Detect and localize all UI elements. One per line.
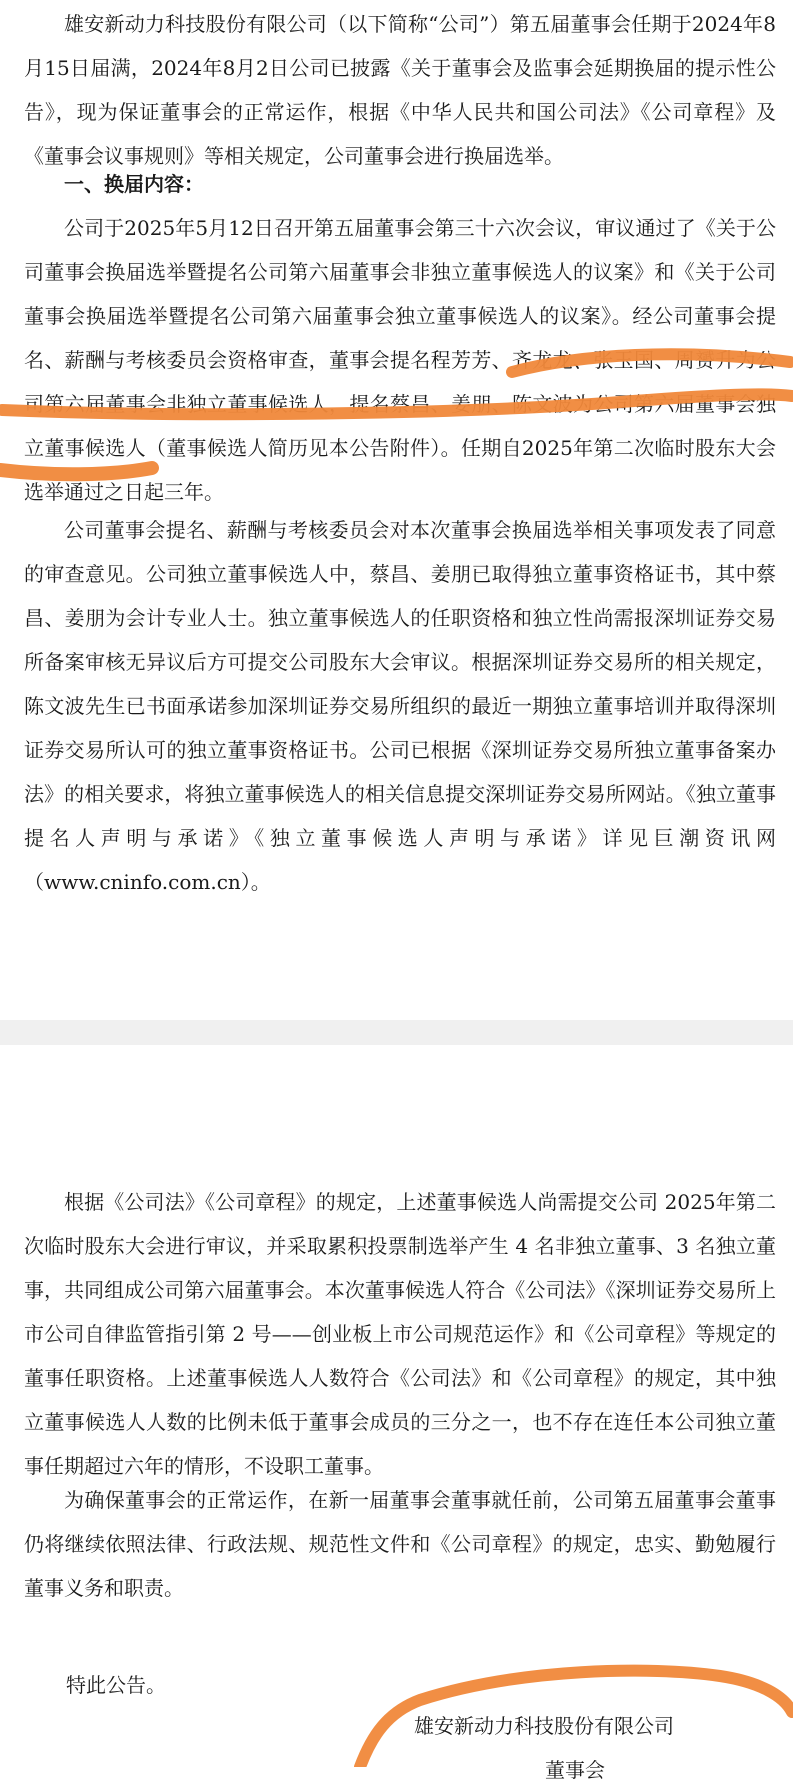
closing-text: 特此公告。 xyxy=(66,1673,166,1697)
continuity-paragraph: 为确保董事会的正常运作，在新一届董事会董事就任前，公司第五届董事会董事仍将继续依照法律、行政法规、规范性文件和《公司章程》的规定，忠实、勤勉履行董事义务和职责。 xyxy=(24,1488,776,1600)
content-paragraph: 公司于2025年5月12日召开第五届董事会第三十六次会议，审议通过了《关于公司董事会换届选举暨提名公司第六届董事会非独立董事候选人的议案》和《关于公司董事会换届选举暨提名公司第六届董事会独立董事候选人的议案》。经公司董事会提名、薪酬与考核委员会资格审查，董事会提名程芳芳、齐龙龙、张玉国、周赟升为公司第六届董事会非独立董事候选人，提名蔡昌、姜朋、陈文波为公司第六届董事会独立董事候选人（董事候选人简历见本公告附件）。任期自2025年第二次临时股东大会选举通过之日起三年。 xyxy=(24,216,776,504)
law-paragraph: 根据《公司法》《公司章程》的规定，上述董事候选人尚需提交公司 2025年第二次临时股东大会进行审议，并采取累积投票制选举产生 4 名非独立董事、3 名独立董事，共同组成公司第六届董事会。本次董事候选人符合《公司法》《深圳证券交易所上市公司自律监管指引第 2 号——创业板上市公司规范运作》和《公司章程》等规定的董事任职资格。上述董事候选人人数符合《公司法》和《公司章程》的规定，其中独立董事候选人人数的比例未低于董事会成员的三分之一，也不存在连任本公司独立董事任期超过六年的情形，不设职工董事。 xyxy=(24,1190,776,1478)
page-gap xyxy=(0,1020,793,1045)
intro-paragraph: 雄安新动力科技股份有限公司（以下简称“公司”）第五届董事会任期于2024年8月15日届满，2024年8月2日公司已披露《关于董事会及监事会延期换届的提示性公告》，现为保证董事会的正常运作，根据《中华人民共和国公司法》《公司章程》及《董事会议事规则》等相关规定，公司董事会进行换届选举。 xyxy=(24,12,776,168)
review-paragraph: 公司董事会提名、薪酬与考核委员会对本次董事会换届选举相关事项发表了同意的审查意见。公司独立董事候选人中，蔡昌、姜朋已取得独立董事资格证书，其中蔡昌、姜朋为会计专业人士。独立董事候选人的任职资格和独立性尚需报深圳证券交易所备案审核无异议后方可提交公司股东大会审议。根据深圳证券交易所的相关规定，陈文波先生已书面承诺参加深圳证券交易所组织的最近一期独立董事培训并取得深圳证券交易所认可的独立董事资格证书。公司已根据《深圳证券交易所独立董事备案办法》的相关要求，将独立董事候选人的相关信息提交深圳证券交易所网站。《独立董事提名人声明与承诺》《独立董事候选人声明与承诺》详见巨潮资讯网（www.cninfo.com.cn）。 xyxy=(24,518,776,894)
section-heading: 一、换届内容： xyxy=(64,172,204,196)
signature-board: 董事会 xyxy=(545,1758,605,1782)
signature-company: 雄安新动力科技股份有限公司 xyxy=(414,1714,674,1738)
